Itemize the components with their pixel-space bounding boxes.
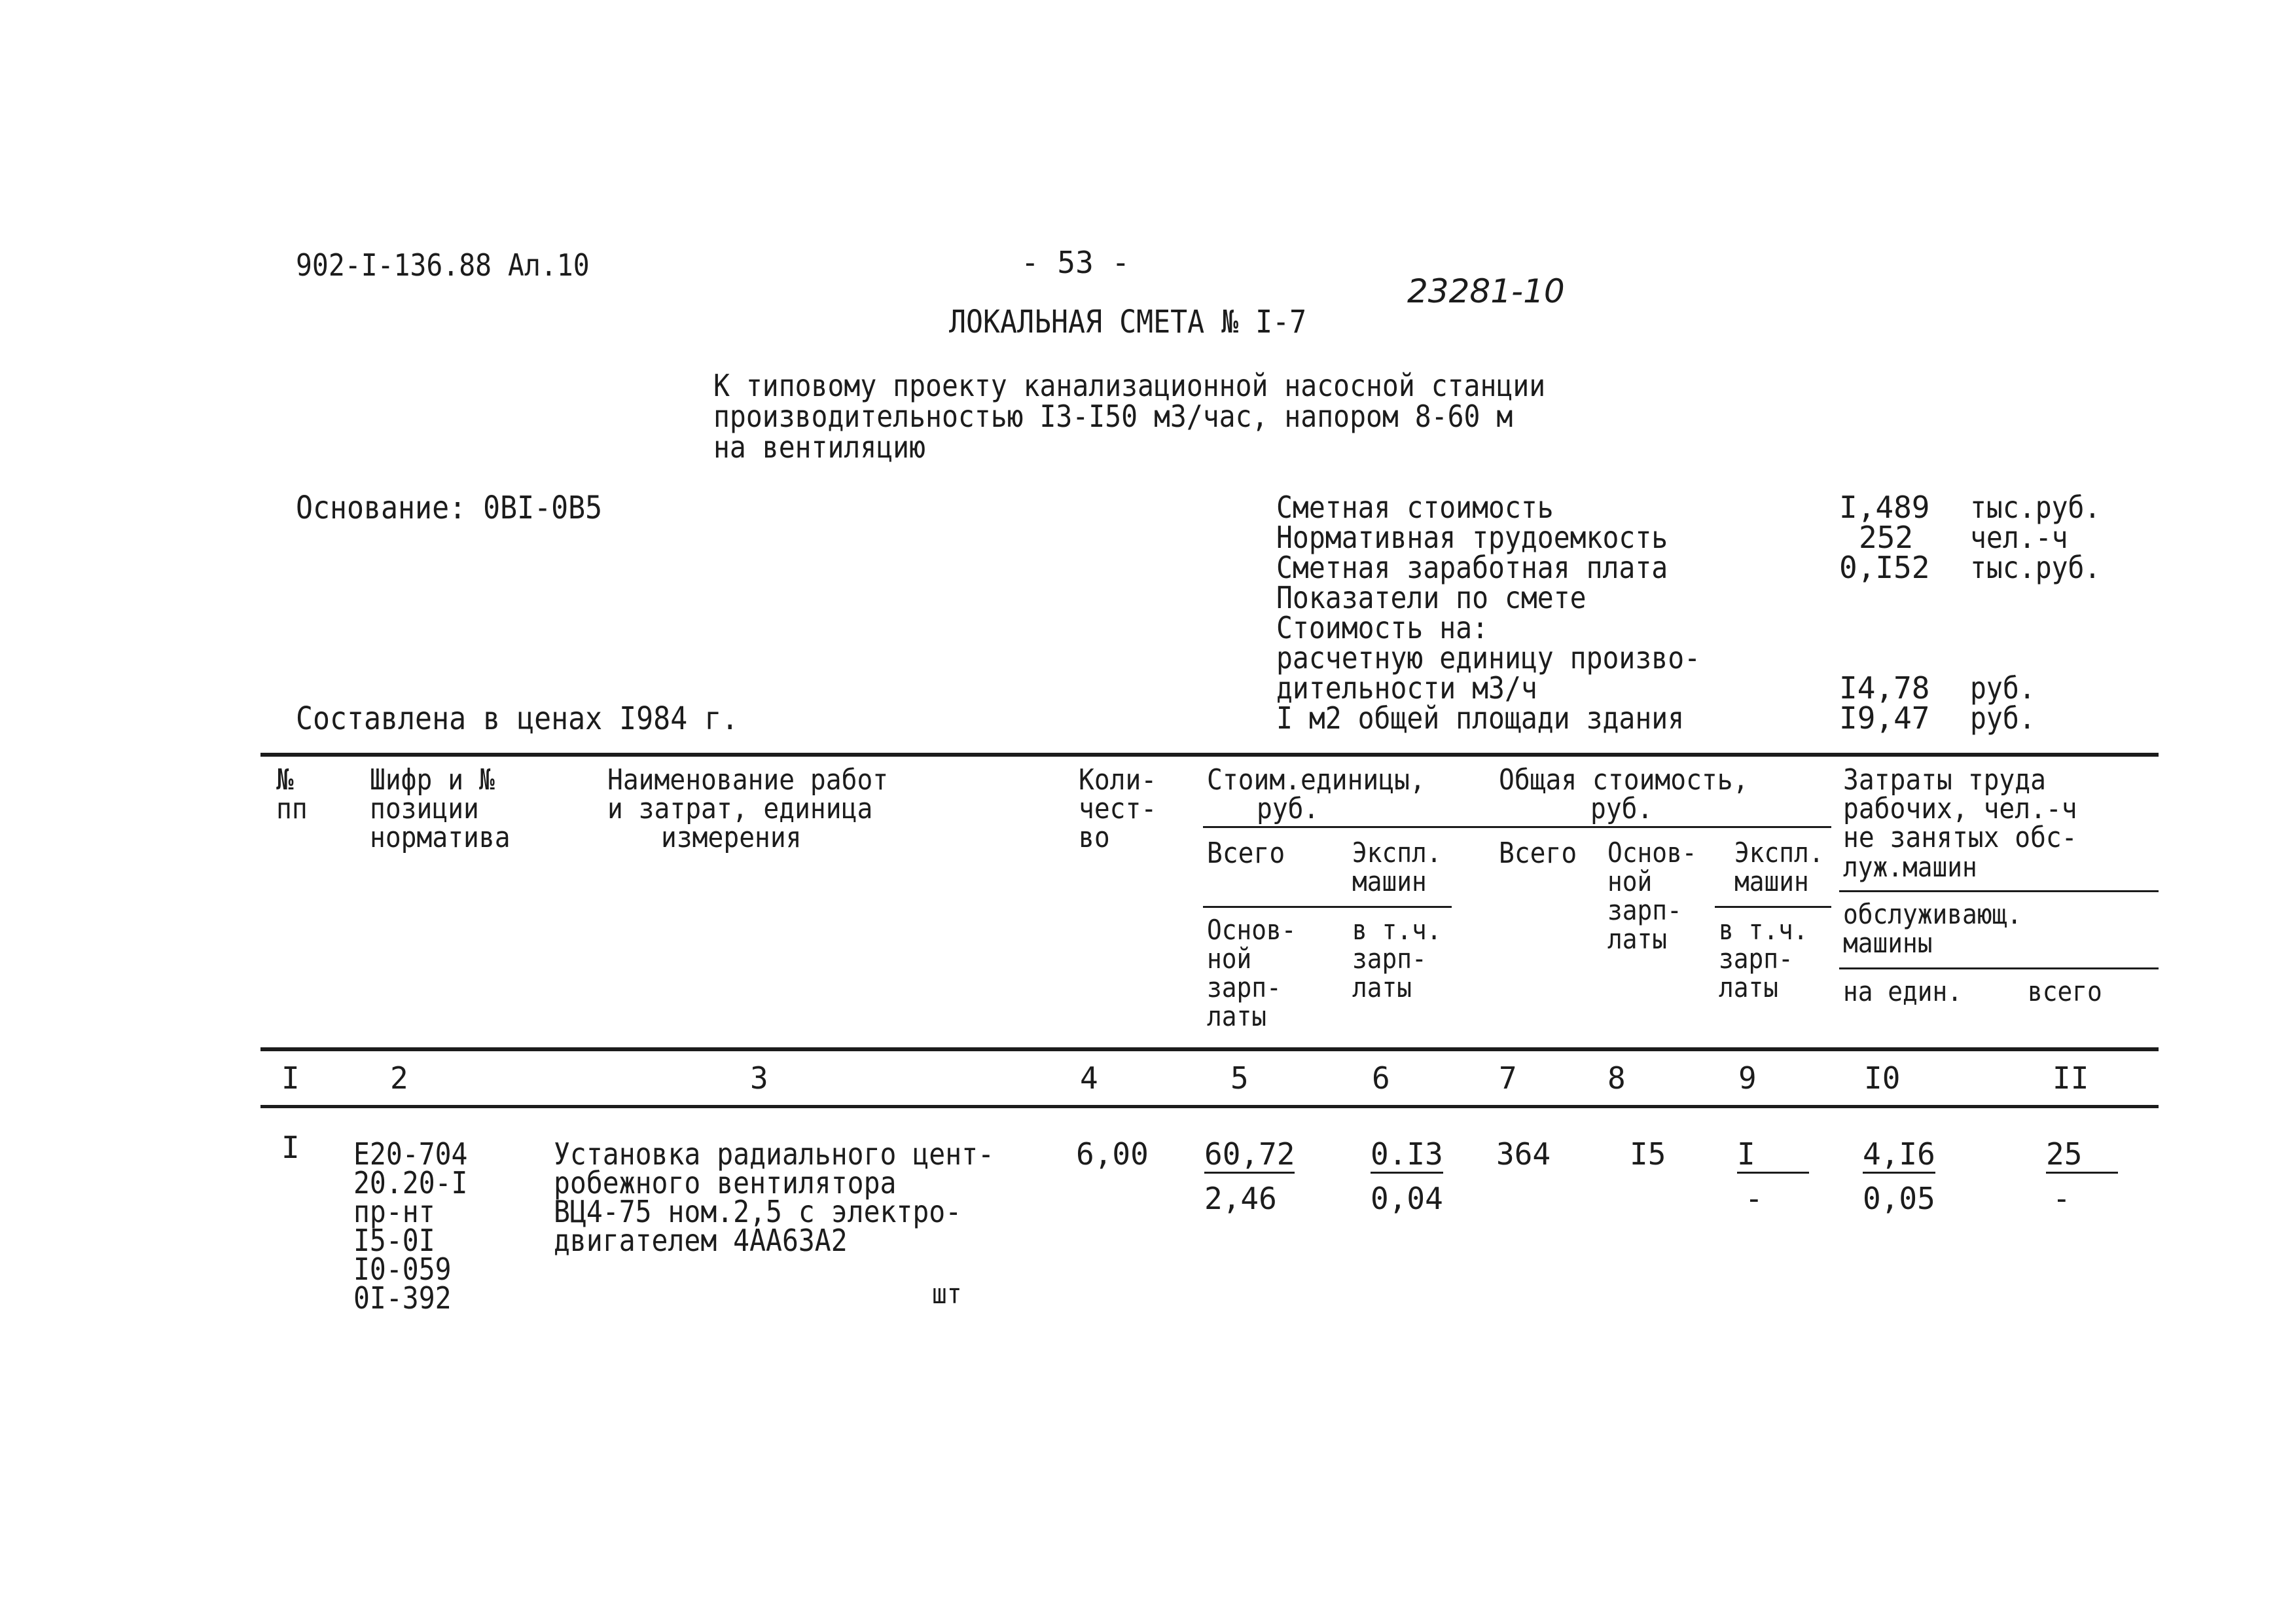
summary-wage-unit: тыс.руб. <box>1970 550 2101 585</box>
summary-unit-unit: руб. <box>1970 670 2036 706</box>
summary-cost-label: Сметная стоимость <box>1276 490 1554 525</box>
header-labor-l4: луж.машин <box>1843 851 1977 883</box>
header-c11: всего <box>2028 975 2102 1007</box>
row-total-machine-wages: - <box>1745 1181 1763 1216</box>
row-total-machine-cost: I <box>1737 1139 1809 1174</box>
row-labor-total: 25 <box>2046 1139 2118 1174</box>
header-c9-top-l1: Экспл. <box>1734 837 1824 869</box>
subtitle-line-2: производительностью I3-I50 м3/час, напором 8-60 м <box>713 399 1513 434</box>
summary-labor-unit: чел.-ч <box>1970 520 2068 555</box>
column-number-6: 6 <box>1372 1060 1390 1096</box>
subtitle-line-1: К типовому проекту канализационной насосной станции <box>713 368 1546 403</box>
header-c7: Всего <box>1499 837 1577 870</box>
row-code-line-5: I0-059 <box>353 1252 452 1287</box>
column-number-9: 9 <box>1738 1060 1757 1096</box>
row-number: I <box>281 1130 300 1165</box>
header-total-cost-l1: Общая стоимость, <box>1499 763 1749 797</box>
header-qty-l1: Коли- <box>1079 763 1157 797</box>
header-c6-bot-l3: латы <box>1352 971 1412 1003</box>
row-name-line-3: ВЦ4-75 ном.2,5 с электро- <box>554 1194 962 1229</box>
rule-labor-split-1 <box>1839 890 2159 892</box>
header-c8-l1: Основ- <box>1607 837 1697 869</box>
summary-wage-label: Сметная заработная плата <box>1276 550 1668 585</box>
prices-year: Составлена в ценах I984 г. <box>296 700 739 737</box>
summary-area-unit: руб. <box>1970 700 2036 736</box>
header-c5-bot-l3: зарп- <box>1207 971 1282 1003</box>
document-code: 902-I-136.88 Ал.10 <box>296 247 590 283</box>
summary-wage-value: 0,I52 <box>1839 550 1930 585</box>
header-labor-l2: рабочих, чел.-ч <box>1843 792 2077 825</box>
column-number-3: 3 <box>750 1060 768 1096</box>
header-unit-cost-l2: руб. <box>1257 792 1319 825</box>
header-c8-l3: зарп- <box>1607 894 1682 926</box>
header-labor-l6: машины <box>1843 927 1933 959</box>
row-code-line-4: I5-0I <box>353 1223 435 1258</box>
summary-unit-label-2: дительности м3/ч <box>1276 670 1537 706</box>
row-labor-total-machines: - <box>2053 1181 2071 1216</box>
header-name-l3: измерения <box>661 821 802 854</box>
row-unit-cost-wages: 2,46 <box>1204 1181 1277 1216</box>
summary-area-value: I9,47 <box>1839 700 1930 736</box>
header-c5-bot-l1: Основ- <box>1207 914 1297 946</box>
column-number-1: I <box>281 1060 300 1096</box>
row-name-line-1: Установка радиального цент- <box>554 1136 994 1172</box>
row-code-line-3: пр-нт <box>353 1194 435 1229</box>
header-num-l2: пп <box>276 792 308 825</box>
header-c5-bot-l4: латы <box>1207 1000 1267 1032</box>
header-qty-l3: во <box>1079 821 1110 854</box>
row-labor-per-unit: 4,I6 <box>1863 1139 1935 1174</box>
column-number-10: I0 <box>1864 1060 1901 1096</box>
header-labor-l1: Затраты труда <box>1843 763 2046 797</box>
header-c10: на един. <box>1843 975 1963 1007</box>
header-c9-bot-l1: в т.ч. <box>1719 914 1808 946</box>
header-c6-bot-l2: зарп- <box>1352 943 1427 975</box>
summary-cost-unit: тыс.руб. <box>1970 490 2101 525</box>
rule-under-total-header <box>1715 826 1831 828</box>
row-name-line-4: двигателем 4АА63А2 <box>554 1223 848 1258</box>
row-unit-machine-cost: 0.I3 <box>1371 1139 1443 1174</box>
header-code-l2: позиции <box>370 792 479 825</box>
row-code-line-6: 0I-392 <box>353 1280 452 1316</box>
header-code-l1: Шифр и № <box>370 763 495 797</box>
document-title: ЛОКАЛЬНАЯ СМЕТА № I-7 <box>949 304 1307 340</box>
row-name-line-2: робежного вентилятора <box>554 1165 897 1200</box>
header-c6-bot-l1: в т.ч. <box>1352 914 1442 946</box>
basis: Основание: 0BI-0B5 <box>296 490 603 526</box>
header-unit-cost-l1: Стоим.единицы, <box>1207 763 1426 797</box>
summary-labor-label: Нормативная трудоемкость <box>1276 520 1668 555</box>
header-qty-l2: чест- <box>1079 792 1157 825</box>
row-labor-per-unit-machines: 0,05 <box>1863 1181 1935 1216</box>
row-quantity: 6,00 <box>1076 1136 1149 1172</box>
summary-unit-value: I4,78 <box>1839 670 1930 706</box>
summary-labor-value: 252 <box>1859 520 1914 555</box>
row-total-cost: 364 <box>1496 1136 1551 1172</box>
summary-cost-on-label: Стоимость на: <box>1276 610 1489 645</box>
summary-unit-label-1: расчетную единицу произво- <box>1276 640 1701 676</box>
header-c9-bot-l3: латы <box>1719 971 1779 1003</box>
header-bottom-rule <box>260 1047 2159 1051</box>
column-number-4: 4 <box>1080 1060 1098 1096</box>
header-code-l3: норматива <box>370 821 511 854</box>
row-unit-cost-total: 60,72 <box>1204 1139 1295 1174</box>
handwritten-number: 23281-10 <box>1407 272 1565 310</box>
summary-area-label: I м2 общей площади здания <box>1276 700 1685 736</box>
rule-labor-split-2 <box>1839 967 2159 969</box>
header-c9-bot-l2: зарп- <box>1719 943 1793 975</box>
header-total-cost-l2: руб. <box>1590 792 1653 825</box>
rule-unit-cost-split <box>1203 906 1452 908</box>
table-top-rule <box>260 753 2159 757</box>
column-numbers-rule <box>260 1105 2159 1108</box>
row-unit-machine-wages: 0,04 <box>1371 1181 1443 1216</box>
column-number-2: 2 <box>390 1060 408 1096</box>
summary-cost-value: I,489 <box>1839 490 1930 525</box>
row-code-line-1: Е20-704 <box>353 1136 468 1172</box>
rule-machine-split <box>1715 906 1831 908</box>
header-c9-top-l2: машин <box>1734 865 1809 897</box>
column-number-7: 7 <box>1499 1060 1517 1096</box>
subtitle-line-3: на вентиляцию <box>713 429 926 465</box>
header-name-l1: Наименование работ <box>607 763 889 797</box>
summary-indicators-label: Показатели по смете <box>1276 580 1587 615</box>
column-number-5: 5 <box>1230 1060 1249 1096</box>
header-name-l2: и затрат, единица <box>607 792 873 825</box>
header-labor-l5: обслуживающ. <box>1843 898 2022 930</box>
row-code-line-2: 20.20-I <box>353 1165 468 1200</box>
header-labor-l3: не занятых обс- <box>1843 821 2077 854</box>
column-number-8: 8 <box>1607 1060 1626 1096</box>
header-c5-top: Всего <box>1207 837 1285 870</box>
page-number: - 53 - <box>1021 245 1130 280</box>
header-c6-top-l2: машин <box>1352 865 1427 897</box>
row-unit: шт <box>932 1278 962 1310</box>
header-c5-bot-l2: ной <box>1207 943 1252 975</box>
header-num-l1: № <box>276 763 294 797</box>
header-c8-l4: латы <box>1607 923 1668 955</box>
header-c8-l2: ной <box>1607 865 1653 897</box>
column-number-11: II <box>2053 1060 2089 1096</box>
row-total-wages: I5 <box>1630 1136 1666 1172</box>
header-c6-top-l1: Экспл. <box>1352 837 1442 869</box>
